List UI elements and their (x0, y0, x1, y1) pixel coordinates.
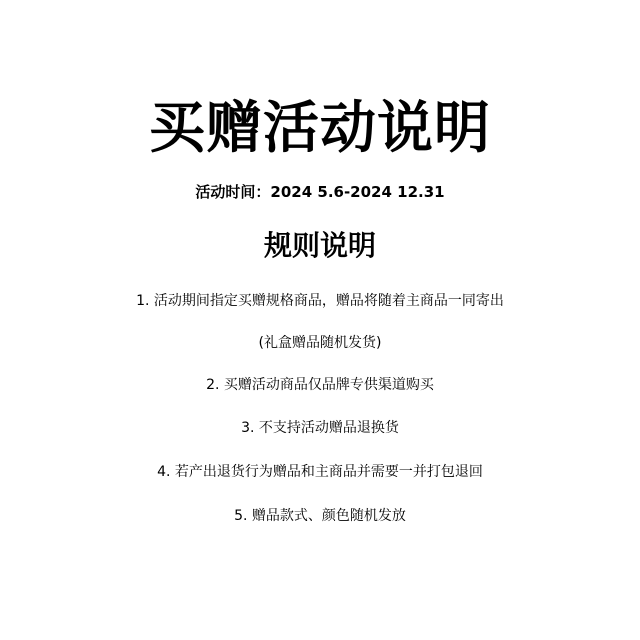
rule-item-3: 3. 不支持活动赠品退换货 (241, 420, 399, 436)
rule-item-4: 4. 若产出退货行为赠品和主商品并需要一并打包退回 (157, 464, 483, 480)
activity-period: 活动时间：2024 5.6-2024 12.31 (195, 183, 445, 201)
rule-item-2: 2. 买赠活动商品仅品牌专供渠道购买 (206, 377, 434, 393)
page-title: 买赠活动说明 (149, 96, 491, 161)
rule-item-1: 1. 活动期间指定买赠规格商品，赠品将随着主商品一同寄出 (136, 293, 504, 309)
rule-item-1-note: (礼盒赠品随机发货) (258, 335, 382, 351)
rules-heading: 规则说明 (263, 229, 376, 262)
rule-item-5: 5. 赠品款式、颜色随机发放 (234, 508, 406, 524)
